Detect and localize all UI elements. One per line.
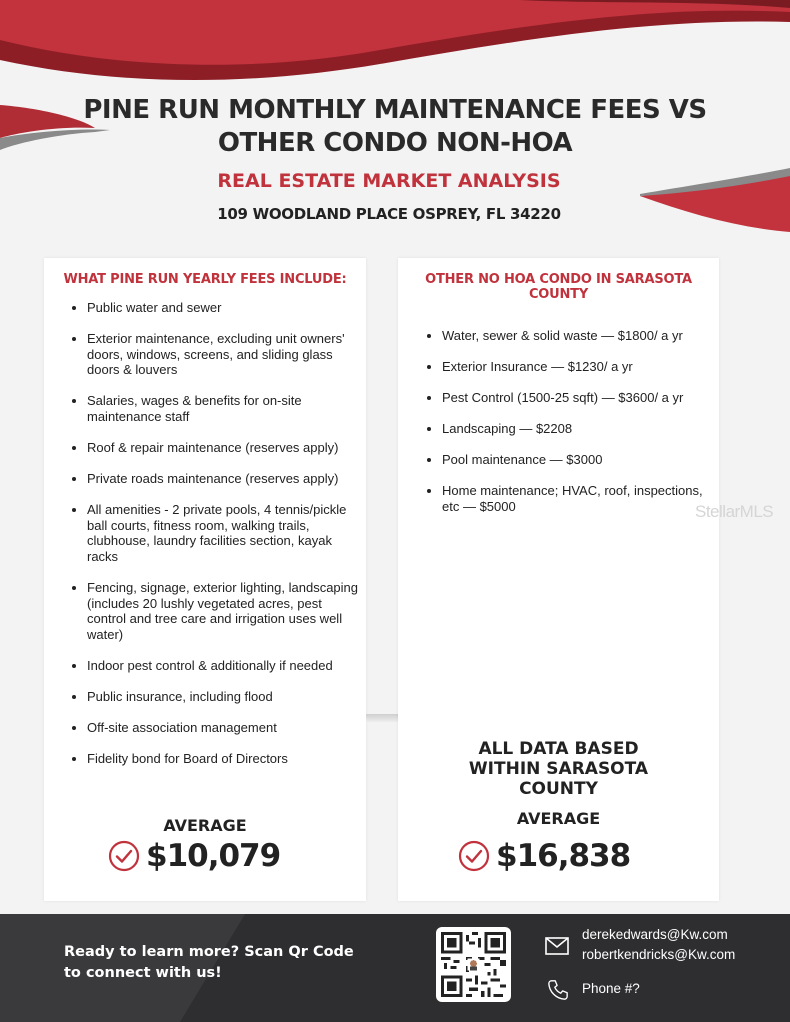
list-item: Fencing, signage, exterior lighting, landscaping (includes 20 lushly vegetated acres, pest control and tree care and irrigation uses well water) (70, 580, 360, 642)
list-item: Exterior Insurance — $1230/ a yr (425, 359, 705, 375)
email-link-derek[interactable]: derekedwards@Kw.com (582, 927, 728, 942)
card-divider (366, 714, 398, 722)
pine-run-fees-card (44, 258, 366, 901)
list-item: Salaries, wages & benefits for on-site maintenance staff (70, 393, 360, 424)
other-condo-average (458, 838, 630, 874)
pine-run-fee-list (70, 300, 360, 782)
list-item: Indoor pest control & additionally if needed (70, 658, 360, 674)
other-condo-fees-card (398, 258, 719, 901)
pine-run-average-label: AVERAGE (163, 816, 247, 835)
phone-number[interactable]: Phone #? (582, 981, 640, 996)
list-item: Public water and sewer (70, 300, 360, 316)
mls-watermark: StellarMLS (695, 502, 774, 521)
other-condo-average-value: $16,838 (496, 838, 631, 874)
list-item: Roof & repair maintenance (reserves apply) (70, 440, 360, 456)
subtitle: REAL ESTATE MARKET ANALYSIS (217, 170, 561, 192)
pine-run-card-heading: WHAT PINE RUN YEARLY FEES INCLUDE: (63, 272, 347, 287)
footer-call-to-action: Ready to learn more? Scan Qr Code to connect with us! (64, 944, 354, 981)
checkmark-circle-icon (458, 840, 490, 872)
pine-run-average (108, 838, 280, 874)
other-condo-average-label: AVERAGE (516, 809, 601, 828)
mail-icon (545, 937, 569, 955)
list-item: Water, sewer & solid waste — $1800/ a yr (425, 328, 705, 344)
checkmark-circle-icon (108, 840, 140, 872)
email-link-robert[interactable]: robertkendricks@Kw.com (582, 947, 736, 962)
list-item: Off-site association management (70, 720, 360, 736)
title-line-1: PINE RUN MONTHLY MAINTENANCE FEES VS (83, 95, 707, 125)
title-line-2: OTHER CONDO NON-HOA (217, 128, 573, 158)
other-condo-card-heading: OTHER NO HOA CONDO IN SARASOTA COUNTY (425, 272, 692, 302)
list-item: Public insurance, including flood (70, 689, 360, 705)
list-item: Exterior maintenance, excluding unit owners' doors, windows, screens, and sliding glass doors & louvers (70, 331, 360, 378)
phone-icon (547, 979, 569, 1001)
contact-emails (582, 925, 735, 965)
list-item: Landscaping — $2208 (425, 421, 705, 437)
pine-run-average-value: $10,079 (146, 838, 281, 874)
list-item: Fidelity bond for Board of Directors (70, 751, 360, 767)
list-item: All amenities - 2 private pools, 4 tennis/pickle ball courts, fitness room, walking trails, clubhouse, laundry facilities section, kayak racks (70, 502, 360, 564)
other-condo-fee-list (425, 328, 705, 530)
footer (0, 914, 790, 1022)
list-item: Pool maintenance — $3000 (425, 452, 705, 468)
qr-code-icon (441, 932, 506, 997)
qr-code[interactable] (436, 927, 511, 1002)
list-item: Home maintenance; HVAC, roof, inspections, etc — $5000 (425, 483, 705, 514)
list-item: Private roads maintenance (reserves apply) (70, 471, 360, 487)
list-item: Pest Control (1500-25 sqft) — $3600/ a yr (425, 390, 705, 406)
page-title (60, 94, 730, 160)
data-source-note: ALL DATA BASED WITHIN SARASOTA COUNTY (468, 739, 649, 799)
property-address: 109 WOODLAND PLACE OSPREY, FL 34220 (217, 205, 561, 223)
